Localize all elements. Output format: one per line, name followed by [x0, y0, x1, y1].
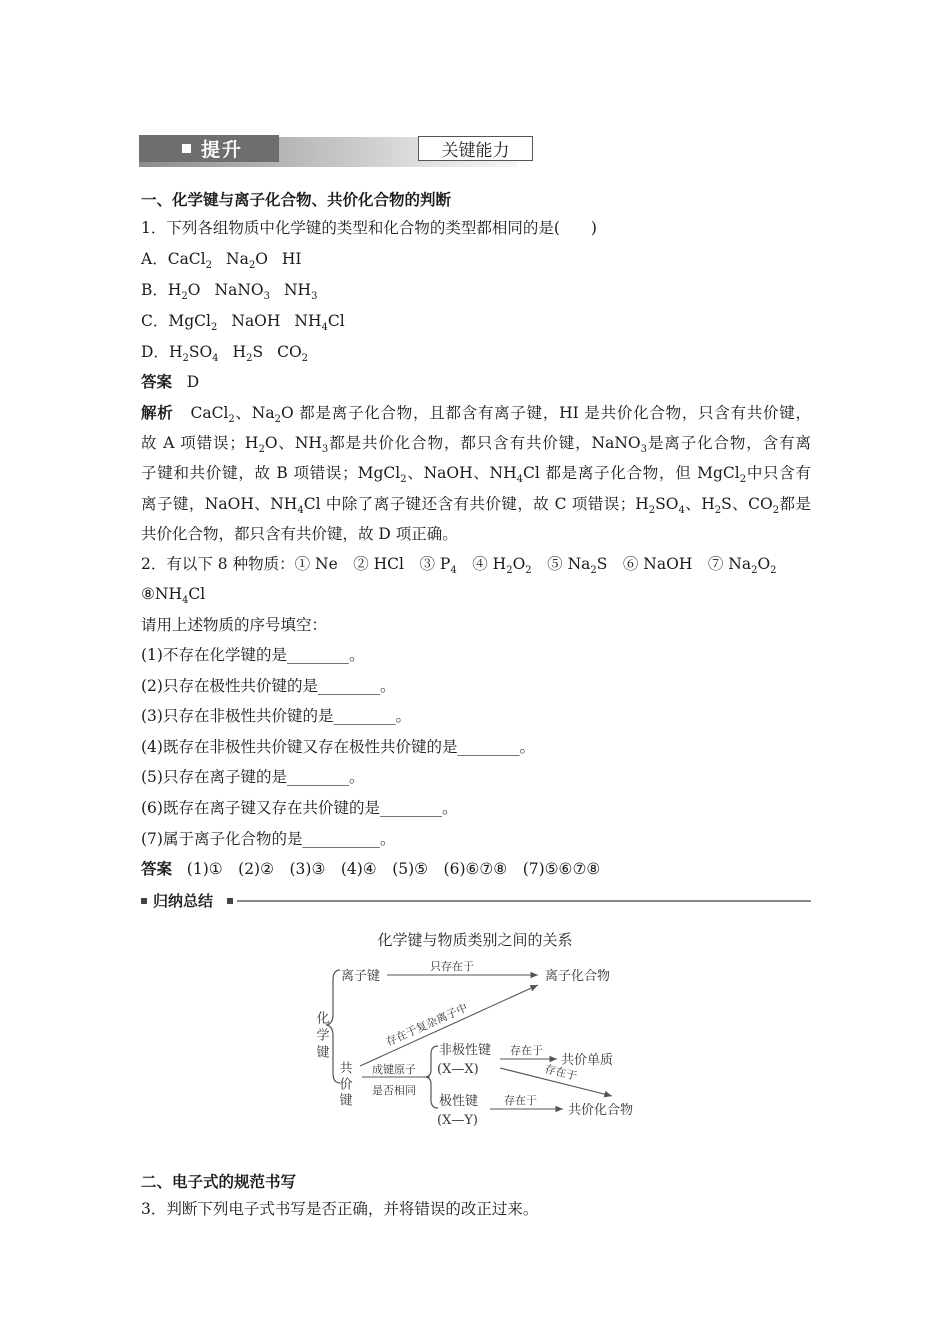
text-run: Cl 都是离子化合物，但 MgCl	[523, 464, 740, 482]
formula-main: NaOH	[231, 312, 281, 330]
text-run: Cl	[188, 585, 206, 603]
blank-item: (7)属于离子化合物的是__________。	[141, 830, 396, 848]
subscript: 4	[297, 505, 304, 517]
banner-left-label: 提升	[201, 139, 244, 161]
subscript: 3	[640, 444, 648, 456]
text-run: O、NH	[264, 434, 322, 452]
blank-item: (4)既存在非极性共价键又存在极性共价键的是________。	[141, 738, 535, 756]
formula-main: CO	[277, 343, 302, 361]
exists-in-3: 存在于	[504, 1094, 537, 1107]
formula-sub: 2	[182, 353, 189, 365]
exists-in-1: 存在于	[510, 1044, 543, 1057]
section1-title: 一、化学键与离子化合物、共价化合物的判断	[141, 191, 452, 209]
exists-in-2: 存在于	[543, 1062, 579, 1083]
text-run: O	[757, 555, 771, 573]
only-exists-in-label: 只存在于	[430, 960, 474, 973]
text-run: 2．有以下 8 种物质：① Ne ② HCl ③ P	[141, 555, 451, 573]
formula-sub: 2	[181, 291, 188, 303]
covalent-bond-label: 共价键	[336, 1061, 352, 1109]
formula-sub: 2	[205, 260, 212, 272]
bond-atoms-q1: 成键原子	[372, 1063, 416, 1076]
subscript: 2	[770, 565, 777, 577]
option-letter: D．	[141, 343, 169, 361]
formula-sub: 4	[321, 322, 328, 334]
text-run: Cl 中除了离子键还含有共价键，故 C 项错误；H	[303, 495, 649, 513]
q3-stem: 3．判断下列电子式书写是否正确，并将错误的改正过来。	[141, 1200, 539, 1218]
text-run: ④ H	[456, 555, 507, 573]
formula-main: H	[232, 343, 247, 361]
summary-label: 归纳总结	[153, 892, 214, 910]
text-run: SO	[655, 495, 679, 513]
subscript: 2	[714, 505, 722, 517]
section2-title: 二、电子式的规范书写	[141, 1173, 297, 1191]
answer-value: (1)① (2)② (3)③ (4)④ (5)⑤ (6)⑥⑦⑧ (7)⑤⑥⑦⑧	[186, 860, 601, 878]
formula-sub: 3	[311, 291, 318, 303]
text-run: 、NaOH、NH	[406, 464, 517, 482]
diagram-title: 化学键与物质类别之间的关系	[377, 931, 573, 949]
text-run: 都是	[779, 495, 811, 513]
text-run: 是离子化合物，含有离	[647, 434, 811, 452]
formula-tail: Cl	[327, 312, 345, 330]
subscript: 2	[648, 505, 656, 517]
formula-main: NaNO	[214, 281, 264, 299]
formula-tail: SO	[188, 343, 213, 361]
answer-label: 答案	[141, 860, 173, 878]
formula-main: CaCl	[167, 250, 206, 268]
subscript: 2	[228, 414, 235, 426]
text-run: 故 A 项错误；H	[141, 434, 259, 452]
subscript: 2	[258, 444, 265, 456]
formula-main: H	[168, 343, 183, 361]
subscript: 3	[321, 444, 329, 456]
formula-sub: 2	[248, 260, 256, 272]
subscript: 2	[525, 565, 532, 577]
text-run: 、Na	[234, 404, 275, 422]
analysis-label: 解析	[141, 404, 174, 422]
ionic-bond-label: 离子键	[341, 969, 381, 984]
nonpolar-bond-label: 非极性键	[439, 1043, 492, 1058]
text-run: 中只含有	[746, 464, 811, 482]
formula-main: NH	[294, 312, 322, 330]
formula-sub: 2	[246, 353, 253, 365]
formula-main: NH	[283, 281, 312, 299]
formula-tail: O	[255, 250, 268, 268]
subscript: 2	[590, 565, 597, 577]
answer-label: 答案	[141, 373, 173, 391]
covalent-compound-label: 共价化合物	[568, 1103, 634, 1118]
subscript: 4	[181, 595, 189, 607]
ionic-compound-label: 离子化合物	[545, 969, 611, 984]
text-run: 子键和共价键，故 B 项错误；MgCl	[141, 464, 401, 482]
formula-sub: 4	[212, 353, 219, 365]
subscript: 4	[678, 505, 685, 517]
text-run: 共价化合物，都只含有共价键，故 D 项正确。	[141, 525, 458, 543]
subscript: 2	[400, 474, 407, 486]
covalent-element-label: 共价单质	[561, 1053, 614, 1068]
blank-item: (6)既存在离子键又存在共价键的是________。	[141, 799, 458, 817]
subscript: 2	[506, 565, 513, 577]
blank-item: (5)只存在离子键的是________。	[141, 768, 365, 786]
q2-instruction: 请用上述物质的序号填空：	[141, 616, 328, 634]
formula-main: HI	[281, 250, 302, 268]
subscript: 2	[772, 505, 780, 517]
blank-item: (3)只存在非极性共价键的是________。	[141, 707, 411, 725]
text-run: 都是共价化合物，都只含有共价键，NaNO	[328, 434, 641, 452]
subscript: 4	[450, 565, 457, 577]
answer-value: D	[186, 373, 200, 391]
text-run: S、CO	[721, 495, 773, 513]
text-run: ⑤ Na	[531, 555, 591, 573]
option-letter: A．	[141, 250, 168, 268]
subscript: 2	[274, 414, 281, 426]
formula-sub: 2	[211, 322, 218, 334]
bond-atoms-q2: 是否相同	[372, 1084, 416, 1097]
option-letter: C．	[141, 312, 169, 330]
text-run: CaCl	[190, 404, 229, 422]
blank-item: (2)只存在极性共价键的是________。	[141, 677, 396, 695]
banner-right-label: 关键能力	[441, 141, 510, 161]
option-letter: B．	[141, 281, 168, 299]
covalent-brace	[426, 1046, 438, 1108]
formula-tail: S	[252, 343, 264, 361]
formula-tail: O	[187, 281, 201, 299]
formula-main: MgCl	[168, 312, 211, 330]
formula-main: Na	[226, 250, 249, 268]
text-run: O 都是离子化合物，且都含有离子键，HI 是共价化合物，只含有共价键，	[280, 404, 811, 422]
text-run: S ⑥ NaOH ⑦ Na	[596, 555, 752, 573]
formula-sub: 3	[263, 291, 270, 303]
diagram-root: 化学键	[313, 1011, 329, 1062]
polar-bond-label: 极性键	[439, 1094, 479, 1109]
polar-formula: (X—Y)	[437, 1113, 478, 1128]
formula-sub: 2	[301, 353, 309, 365]
subscript: 4	[516, 474, 523, 486]
text-run: 、H	[684, 495, 715, 513]
blank-item: (1)不存在化学键的是________。	[141, 646, 365, 664]
text-run: O	[512, 555, 526, 573]
text-run: ⑧NH	[141, 585, 182, 603]
nonpolar-formula: (X—X)	[437, 1062, 479, 1077]
subscript: 2	[751, 565, 758, 577]
q1-stem: 1．下列各组物质中化学键的类型和化合物的类型都相同的是( )	[141, 219, 597, 237]
formula-main: H	[167, 281, 182, 299]
text-run: 离子键，NaOH、NH	[141, 495, 298, 513]
complex-ion-label: 存在于复杂离子中	[383, 1001, 470, 1049]
subscript: 2	[739, 474, 747, 486]
